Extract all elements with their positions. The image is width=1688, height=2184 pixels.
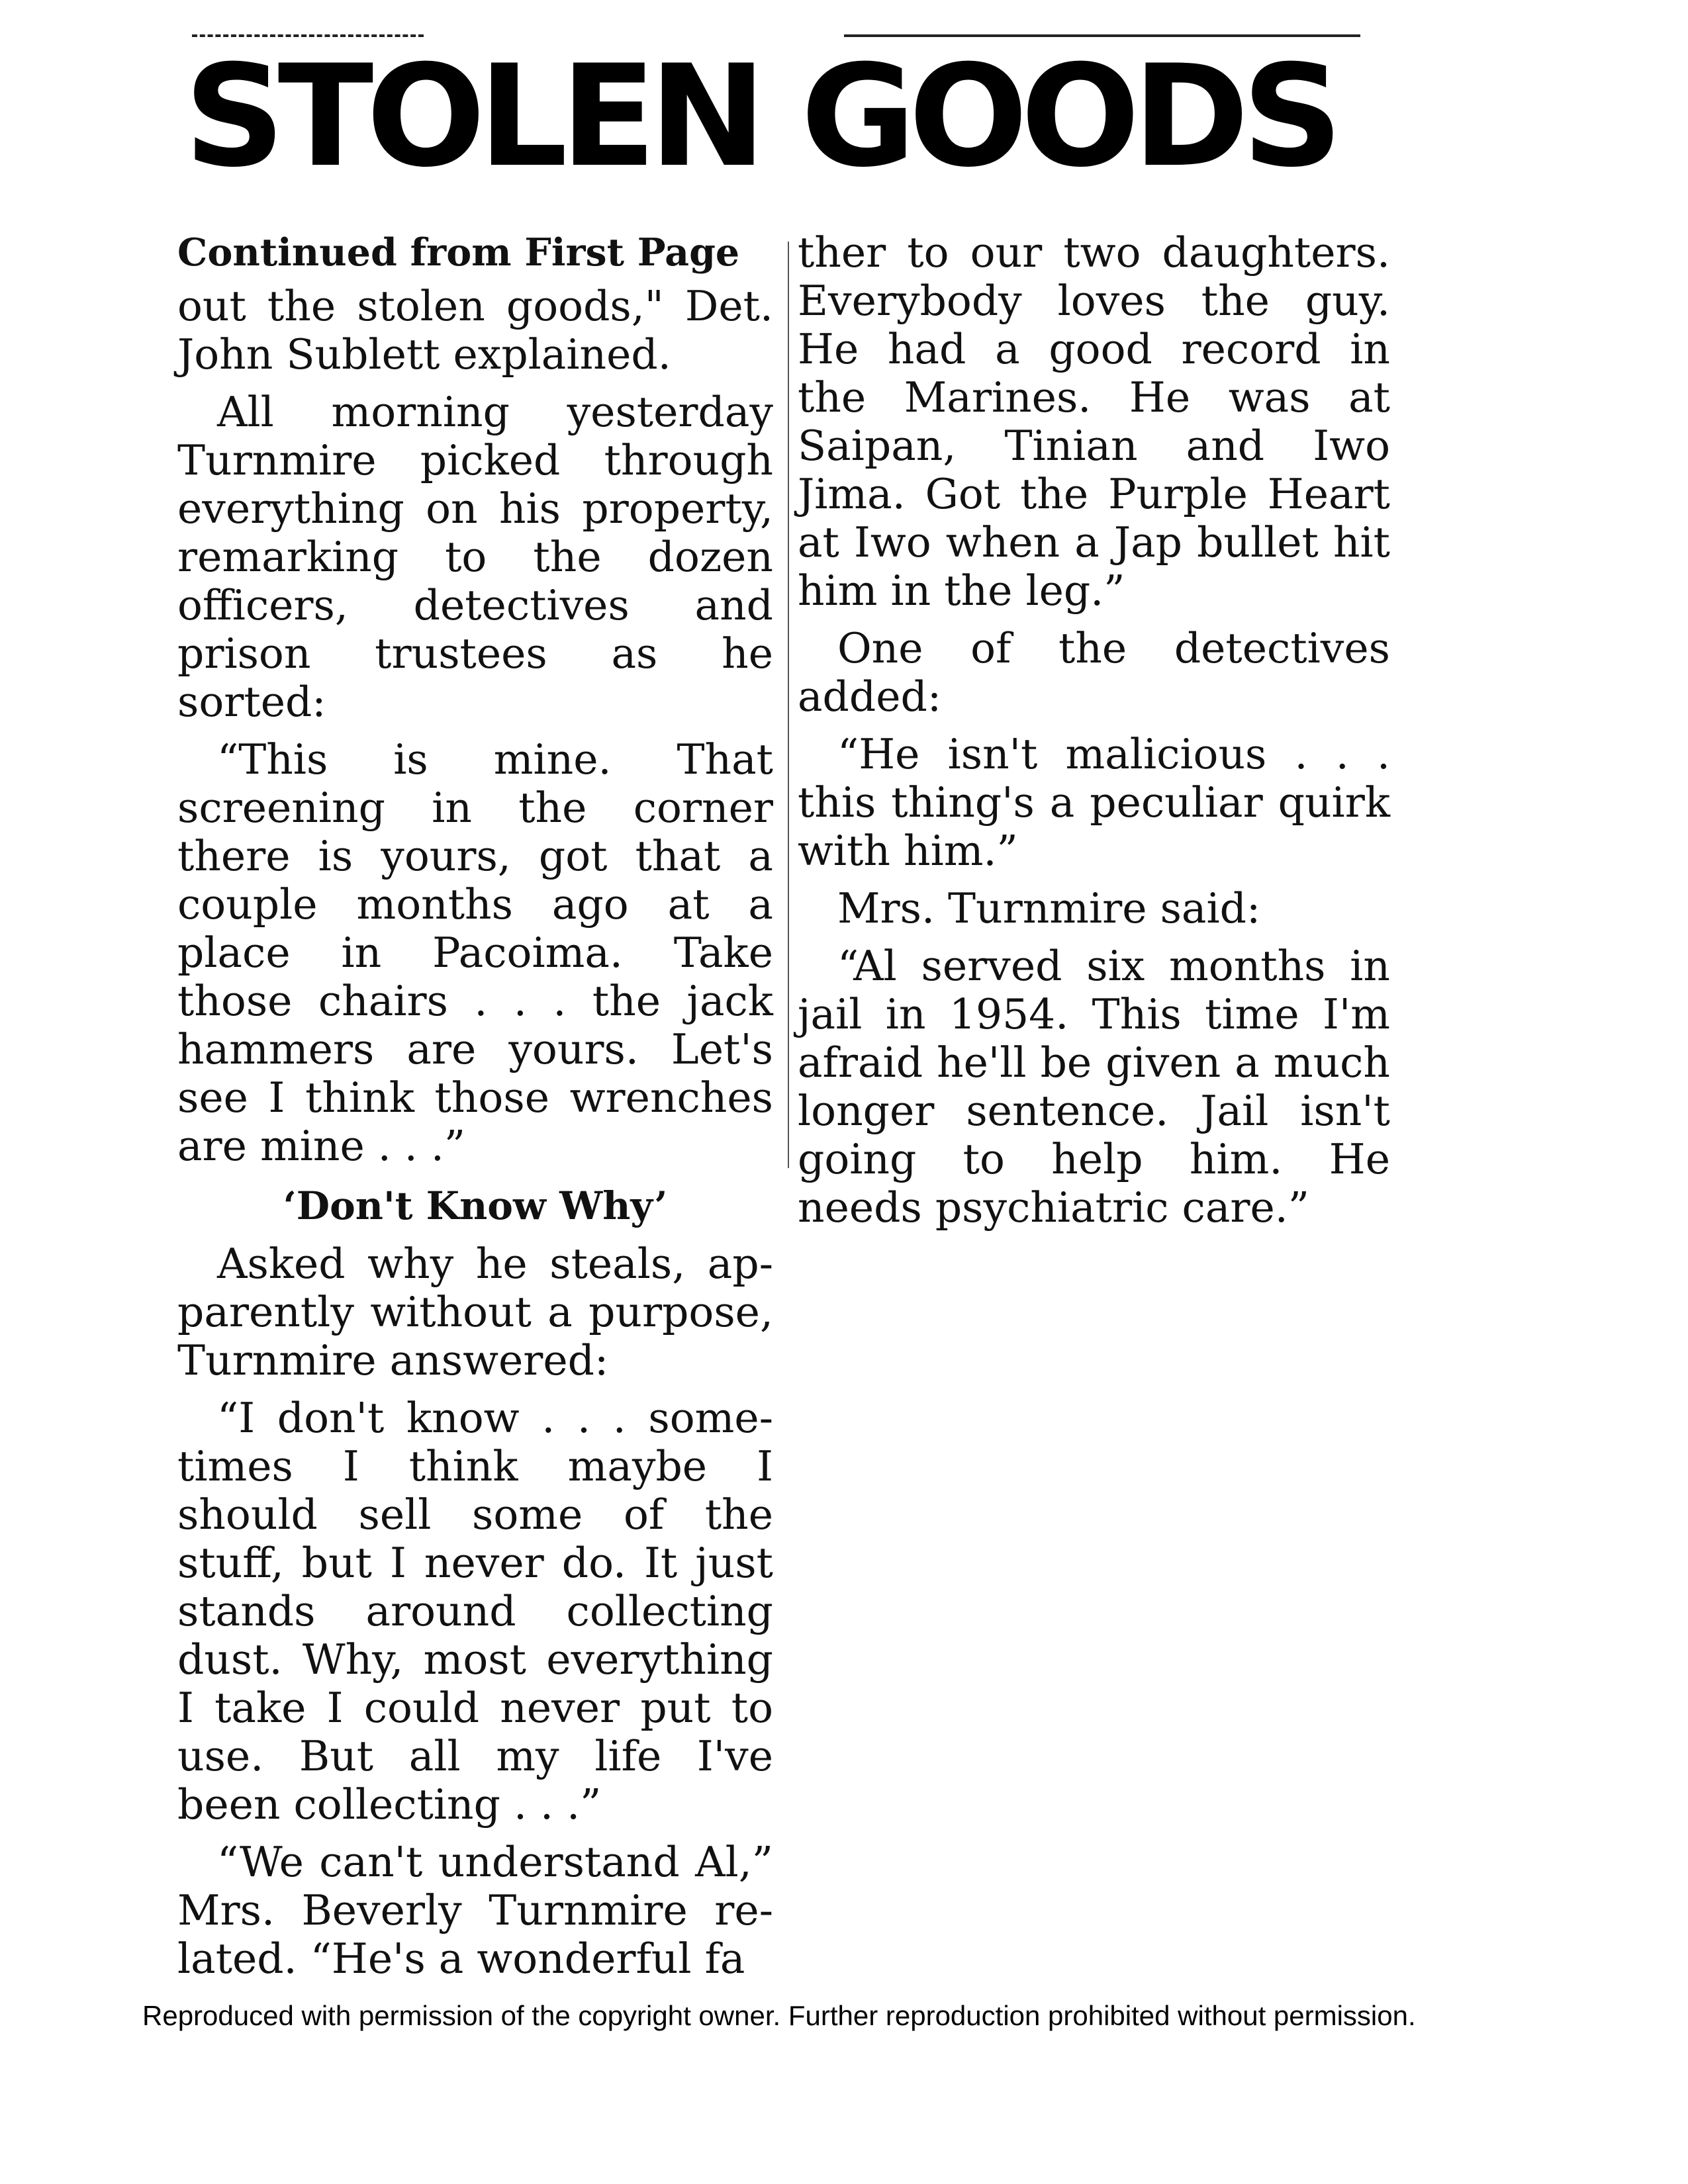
paragraph: Asked why he steals, apparently without a purpose, Turnmire answered: [177, 1240, 773, 1385]
subheading: ‘Don't Know Why’ [283, 1183, 668, 1228]
paragraph: out the stolen goods," Det. John Sublett explained. [177, 282, 773, 379]
paragraph: “Al served six months in jail in 1954. This time I'm afraid he'll be given a much longer sentence. Jail isn't going to help him. He needs psychiatric care.” [798, 942, 1390, 1232]
column-divider [788, 242, 789, 1168]
paragraph: “This is mine. That screening in the corner there is yours, got that a couple months ago at a place in Pacoima. Take those chairs . . . the jack hammers are yours. Let's see I think those wrenches are mine . . .” [177, 735, 773, 1170]
paragraph: Mrs. Turnmire said: [837, 884, 1261, 933]
article-column-right [798, 228, 1390, 1241]
article-column-left [177, 228, 773, 1992]
copyright-notice: Reproduced with permission of the copyright owner. Further reproduction prohibited without permission. [142, 2000, 1416, 2031]
continued-line: Continued from First Page [177, 230, 740, 275]
paragraph: ther to our two daughters. Everybody loves the guy. He had a good record in the Marines. He was at Saipan, Tinian and Iwo Jima. Got the Purple Heart at Iwo when a Jap bullet hit him in the leg.” [798, 228, 1390, 615]
paragraph: One of the detectives added: [798, 624, 1390, 721]
paragraph: “I don't know . . . sometimes I think maybe I should sell some of the stuff, but I never do. It just stands around collecting dust. Why, most everything I take I could never put to use. But all my life I've been collecting . . .” [177, 1394, 773, 1829]
paragraph: “We can't understand Al,” Mrs. Beverly Turnmire related. “He's a wonderful fa [177, 1838, 773, 1983]
headline: STOLEN GOODS [184, 34, 1336, 198]
paragraph: All morning yesterday Turnmire picked through everything on his property, remarking to the dozen officers, detectives and prison trustees as he sorted: [177, 388, 773, 726]
paragraph: “He isn't malicious . . . this thing's a peculiar quirk with him.” [798, 730, 1390, 875]
